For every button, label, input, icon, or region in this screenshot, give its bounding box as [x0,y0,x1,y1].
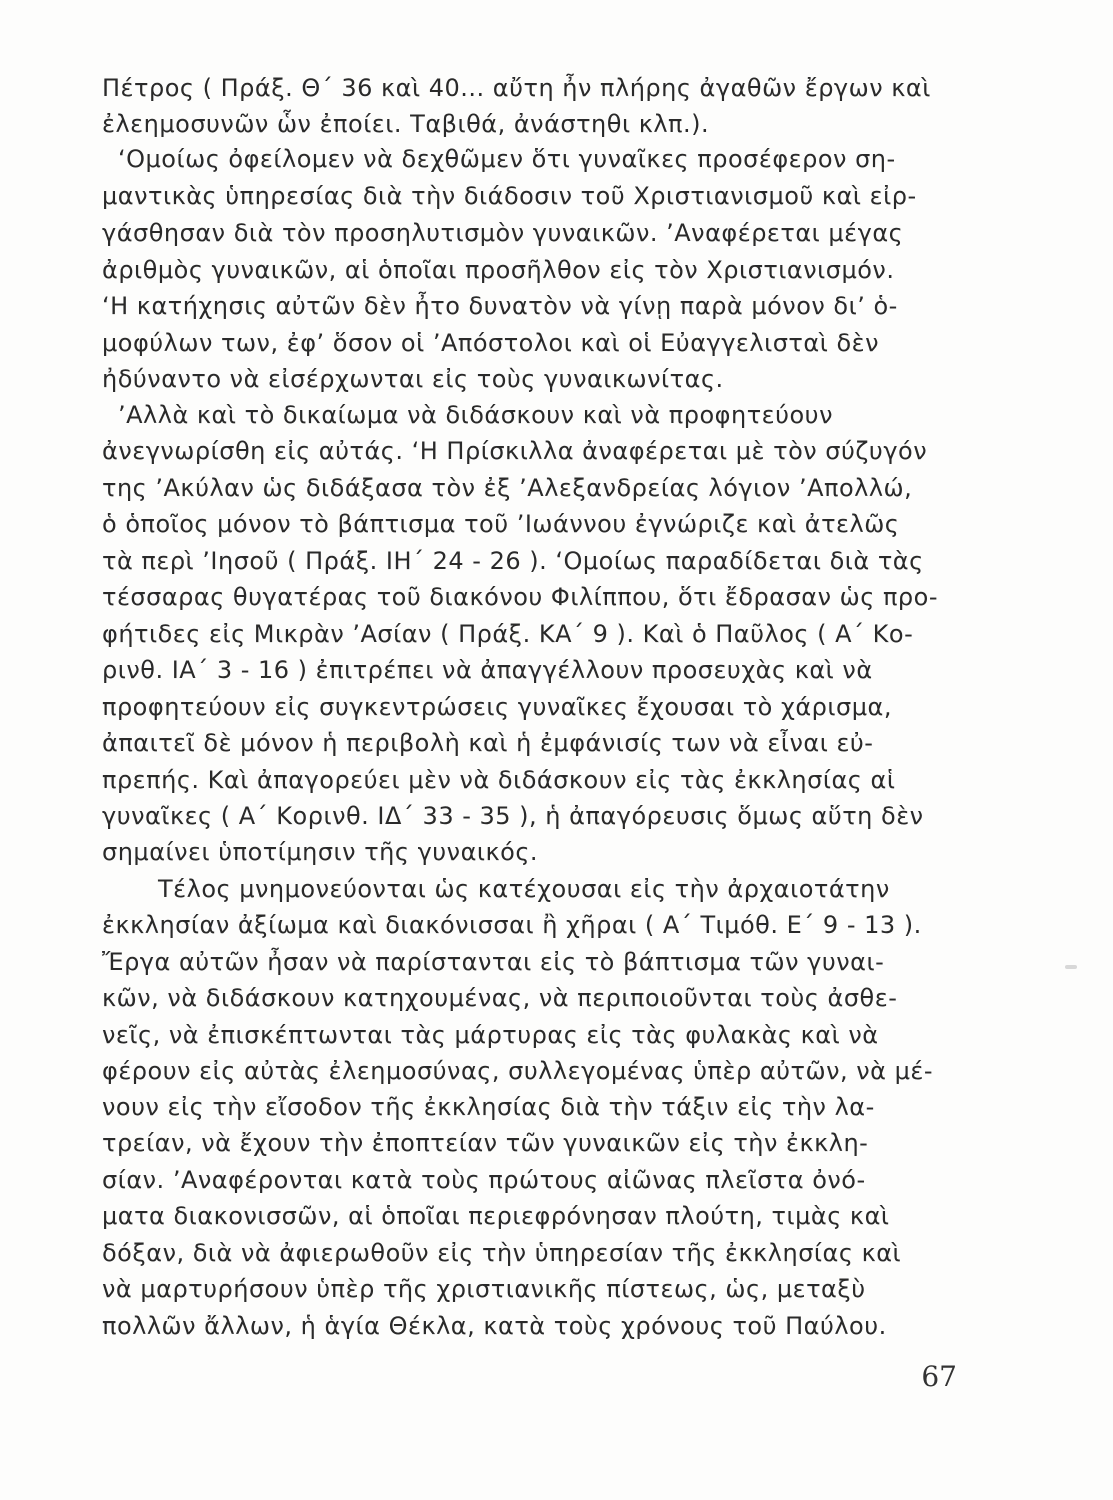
text-line: της ’Ακύλαν ὡς διδάξασα τὸν ἐξ ’Αλεξανδρείας λόγιον ’Απολλώ, [102,474,913,502]
text-line: προφητεύουν εἰς συγκεντρώσεις γυναῖκες ἔχουσαι τὸ χάρισμα, [102,693,892,721]
text-line: γυναῖκες ( Α΄ Κορινθ. ΙΔ΄ 33 - 35 ), ἡ ἀπαγόρευσις ὅμως αὕτη δὲν [102,802,924,830]
text-line: ‘Ομοίως ὀφείλομεν νὰ δεχθῶμεν ὅτι γυναῖκες προσέφερον ση- [118,145,896,173]
text-line: ματα διακονισσῶν, αἱ ὁποῖαι περιεφρόνησαν πλούτη, τιμὰς καὶ [102,1202,890,1230]
text-line: ἀπαιτεῖ δὲ μόνον ἡ περιβολὴ καὶ ἡ ἐμφάνισίς των νὰ εἶναι εὐ- [102,729,874,757]
text-line: μοφύλων των, ἐφ’ ὅσον οἱ ’Απόστολοι καὶ οἱ Εὐαγγελισταὶ δὲν [102,329,880,357]
text-line: νουν εἰς τὴν εἴσοδον τῆς ἐκκλησίας διὰ τὴν τάξιν εἰς τὴν λα- [102,1093,875,1121]
text-line: ρινθ. ΙΑ΄ 3 - 16 ) ἐπιτρέπει νὰ ἀπαγγέλλουν προσευχὰς καὶ νὰ [102,656,873,684]
text-line: φέρουν εἰς αὐτὰς ἐλεημοσύνας, συλλεγομένας ὑπὲρ αὐτῶν, νὰ μέ- [102,1057,934,1085]
text-line: ἀριθμὸς γυναικῶν, αἱ ὁποῖαι προσῆλθον εἰς τὸν Χριστιανισμόν. [102,256,895,284]
text-line: τέσσαρας θυγατέρας τοῦ διακόνου Φιλίππου, ὅτι ἔδρασαν ὡς προ- [102,583,938,611]
page-number: 67 [921,1360,957,1393]
text-line: πολλῶν ἄλλων, ἡ ἁγία Θέκλα, κατὰ τοὺς χρόνους τοῦ Παύλου. [102,1312,887,1340]
text-line: γάσθησαν διὰ τὸν προσηλυτισμὸν γυναικῶν. ’Αναφέρεται μέγας [102,219,904,247]
scan-speck [1065,965,1077,969]
text-line: Ἔργα αὐτῶν ἦσαν νὰ παρίστανται εἰς τὸ βάπτισμα τῶν γυναι- [102,948,885,976]
text-line: φήτιδες εἰς Μικρὰν ’Ασίαν ( Πράξ. ΚΑ΄ 9 ). Καὶ ὁ Παῦλος ( Α΄ Κο- [102,620,914,648]
text-line: τρείαν, νὰ ἔχουν τὴν ἐποπτείαν τῶν γυναικῶν εἰς τὴν ἐκκλη- [102,1129,869,1157]
text-line: ἠδύναντο νὰ εἰσέρχωνται εἰς τοὺς γυναικωνίτας. [102,365,724,393]
text-line: κῶν, νὰ διδάσκουν κατηχουμένας, νὰ περιποιοῦνται τοὺς ἀσθε- [102,984,898,1012]
text-line: ἐλεημοσυνῶν ὧν ἐποίει. Ταβιθά, ἀνάστηθι κλπ.). [102,110,710,138]
text-line: ὁ ὁποῖος μόνον τὸ βάπτισμα τοῦ ’Ιωάννου ἐγνώριζε καὶ ἀτελῶς [102,510,900,538]
text-line: σίαν. ’Αναφέρονται κατὰ τοὺς πρώτους αἰῶνας πλεῖστα ὀνό- [102,1166,866,1194]
text-line: μαντικὰς ὑπηρεσίας διὰ τὴν διάδοσιν τοῦ Χριστιανισμοῦ καὶ εἰρ- [102,182,917,210]
text-line: σημαίνει ὑποτίμησιν τῆς γυναικός. [102,838,539,866]
text-line: νὰ μαρτυρήσουν ὑπὲρ τῆς χριστιανικῆς πίστεως, ὡς, μεταξὺ [102,1275,866,1303]
text-line: πρεπής. Καὶ ἀπαγορεύει μὲν νὰ διδάσκουν εἰς τὰς ἐκκλησίας αἱ [102,766,896,794]
text-line: τὰ περὶ ’Ιησοῦ ( Πράξ. ΙΗ΄ 24 - 26 ). ‘Ομοίως παραδίδεται διὰ τὰς [102,547,924,575]
text-line: ἐκκλησίαν ἀξίωμα καὶ διακόνισσαι ἢ χῆραι ( Α΄ Τιμόθ. Ε΄ 9 - 13 ). [102,911,922,939]
text-line: νεῖς, νὰ ἐπισκέπτωνται τὰς μάρτυρας εἰς τὰς φυλακὰς καὶ νὰ [102,1021,879,1049]
text-line: Πέτρος ( Πράξ. Θ΄ 36 καὶ 40... αὔτη ἦν πλήρης ἀγαθῶν ἔργων καὶ [102,74,931,102]
text-line: ’Αλλὰ καὶ τὸ δικαίωμα νὰ διδάσκουν καὶ νὰ προφητεύουν [118,401,833,429]
text-line: ‘Η κατήχησις αὐτῶν δὲν ἦτο δυνατὸν νὰ γίνῃ παρὰ μόνον δι’ ὁ- [102,292,898,320]
text-line: ἀνεγνωρίσθη εἰς αὐτάς. ‘Η Πρίσκιλλα ἀναφέρεται μὲ τὸν σύζυγόν [102,437,928,465]
text-line: Τέλος μνημονεύονται ὡς κατέχουσαι εἰς τὴν ἀρχαιοτάτην [158,875,890,903]
text-line: δόξαν, διὰ νὰ ἀφιερωθοῦν εἰς τὴν ὑπηρεσίαν τῆς ἐκκλησίας καὶ [102,1239,902,1267]
